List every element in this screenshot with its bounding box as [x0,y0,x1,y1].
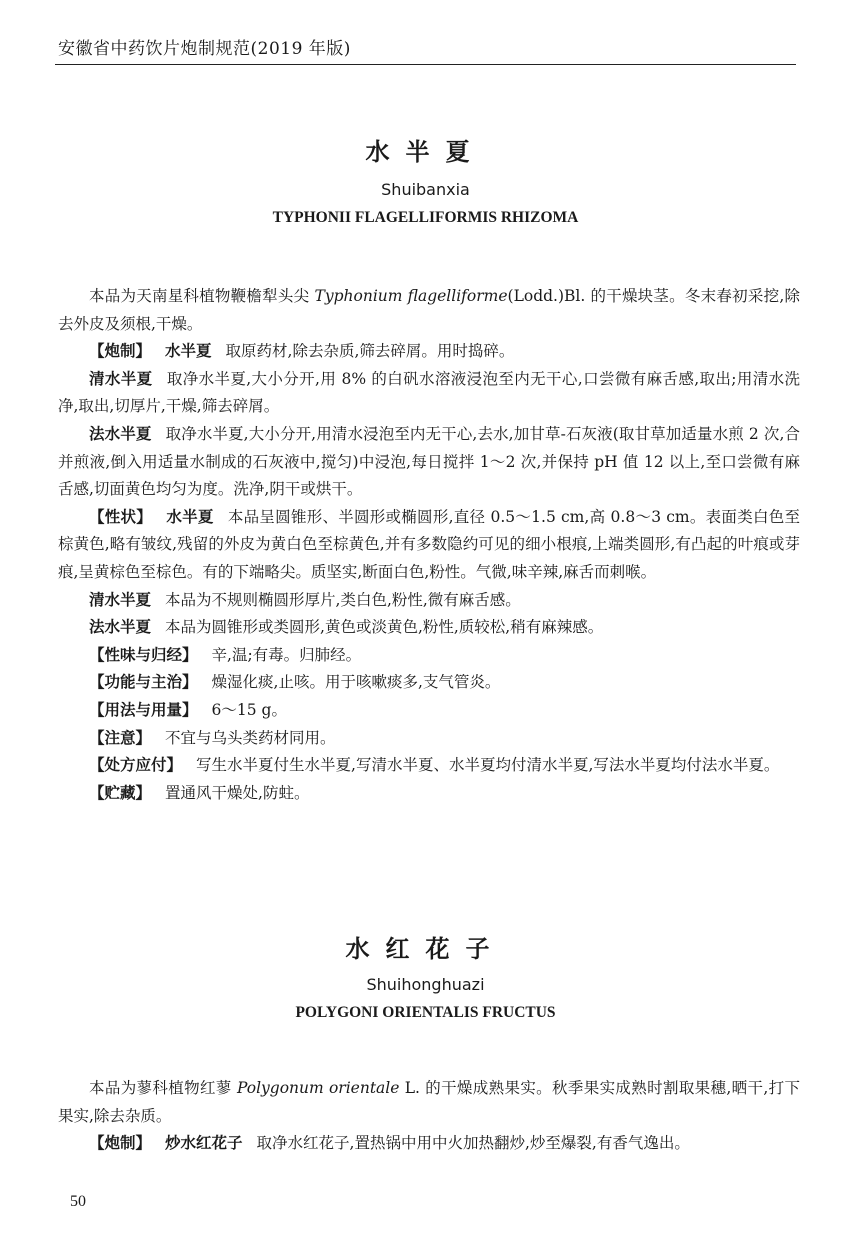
running-header: 安徽省中药饮片炮制规范(2019 年版) [58,39,351,59]
monograph-body [58,1075,800,1158]
processing-label: 【炮制】 [89,342,152,361]
processing-sub-heading: 炒水红花子 [165,1134,243,1153]
monograph-latin-name: POLYGONI ORIENTALIS FRUCTUS [295,1004,556,1021]
prescription-paragraph: 【处方应付】 写生水半夏付生水半夏,写清水半夏、水半夏均付清水半夏,写法水半夏均付法水半夏。 [89,756,780,775]
processing-sub-heading: 水半夏 [165,342,212,361]
storage-paragraph: 【贮藏】 置通风干燥处,防蛀。 [89,783,310,802]
species-name: Typhonium flagelliforme [314,287,508,305]
processing-label: 【炮制】 [89,1134,152,1153]
species-name: Polygonum orientale [236,1079,400,1097]
page-number: 50 [70,1193,86,1210]
function-paragraph: 【功能与主治】 燥湿化痰,止咳。用于咳嗽痰多,支气管炎。 [89,673,501,692]
characteristics-label: 【性状】 [89,507,153,526]
usage-paragraph: 【用法与用量】 6～15 g。 [89,700,287,719]
intro-paragraph: 本品为天南星科植物鞭檐犁头尖 Typhonium flagelliforme(Lodd.)Bl. 的干燥块茎。冬末春初采挖,除去外皮及须根,干燥。 [58,287,800,333]
monograph-title: 水半夏 [365,138,486,166]
caution-paragraph: 【注意】 不宜与乌头类药材同用。 [89,728,336,747]
monograph-pinyin: Shuihonghuazi [366,975,485,994]
char-fashui-paragraph: 法水半夏 本品为圆锥形或类圆形,黄色或淡黄色,粉性,质较松,稍有麻辣感。 [89,618,604,637]
qingshui-paragraph: 清水半夏 取净水半夏,大小分开,用 8% 的白矾水溶液浸泡至内无干心,口尝微有麻舌感,取出;用清水洗净,取出,切厚片,干燥,筛去碎屑。 [58,369,800,416]
monograph-title: 水红花子 [345,935,506,963]
header-rule [55,64,796,65]
char-qingshui-paragraph: 清水半夏 本品为不规则椭圆形厚片,类白色,粉性,微有麻舌感。 [89,590,521,609]
monograph-latin-name: TYPHONII FLAGELLIFORMIS RHIZOMA [272,209,579,226]
monograph-pinyin: Shuibanxia [381,180,470,199]
fashui-paragraph: 法水半夏 取净水半夏,大小分开,用清水浸泡至内无干心,去水,加甘草-石灰液(取甘草加适量水煎 2 次,合并煎液,倒入用适量水制成的石灰液中,搅匀)中浸泡,每日搅拌 1～2 次,并保持 pH 值 12 以上,至口尝微有麻舌感,切面黄色均匀为度。洗净,阴干或烘干。 [58,424,800,499]
processing-paragraph: 【炮制】 水半夏 取原药材,除去杂质,筛去碎屑。用时捣碎。 [89,342,515,361]
processing-paragraph: 【炮制】 炒水红花子 取净水红花子,置热锅中用中火加热翻炒,炒至爆裂,有香气逸出。 [89,1134,690,1153]
monograph-body [58,283,800,807]
characteristics-paragraph: 【性状】 水半夏 本品呈圆锥形、半圆形或椭圆形,直径 0.5～1.5 cm,高 0.8～3 cm。表面类白色至棕黄色,略有皱纹,残留的外皮为黄白色至棕黄色,并有多数隐约可见的细小根痕,上端类圆形,有凸起的叶痕或芽痕,呈黄棕色至棕色。有的下端略尖。质坚实,断面白色,粉性。气微,味辛辣,麻舌而刺喉。 [58,507,800,581]
intro-paragraph: 本品为蓼科植物红蓼 Polygonum orientale L. 的干燥成熟果实。秋季果实成熟时割取果穗,晒干,打下果实,除去杂质。 [58,1079,800,1125]
nature-paragraph: 【性味与归经】 辛,温;有毒。归肺经。 [89,645,362,664]
